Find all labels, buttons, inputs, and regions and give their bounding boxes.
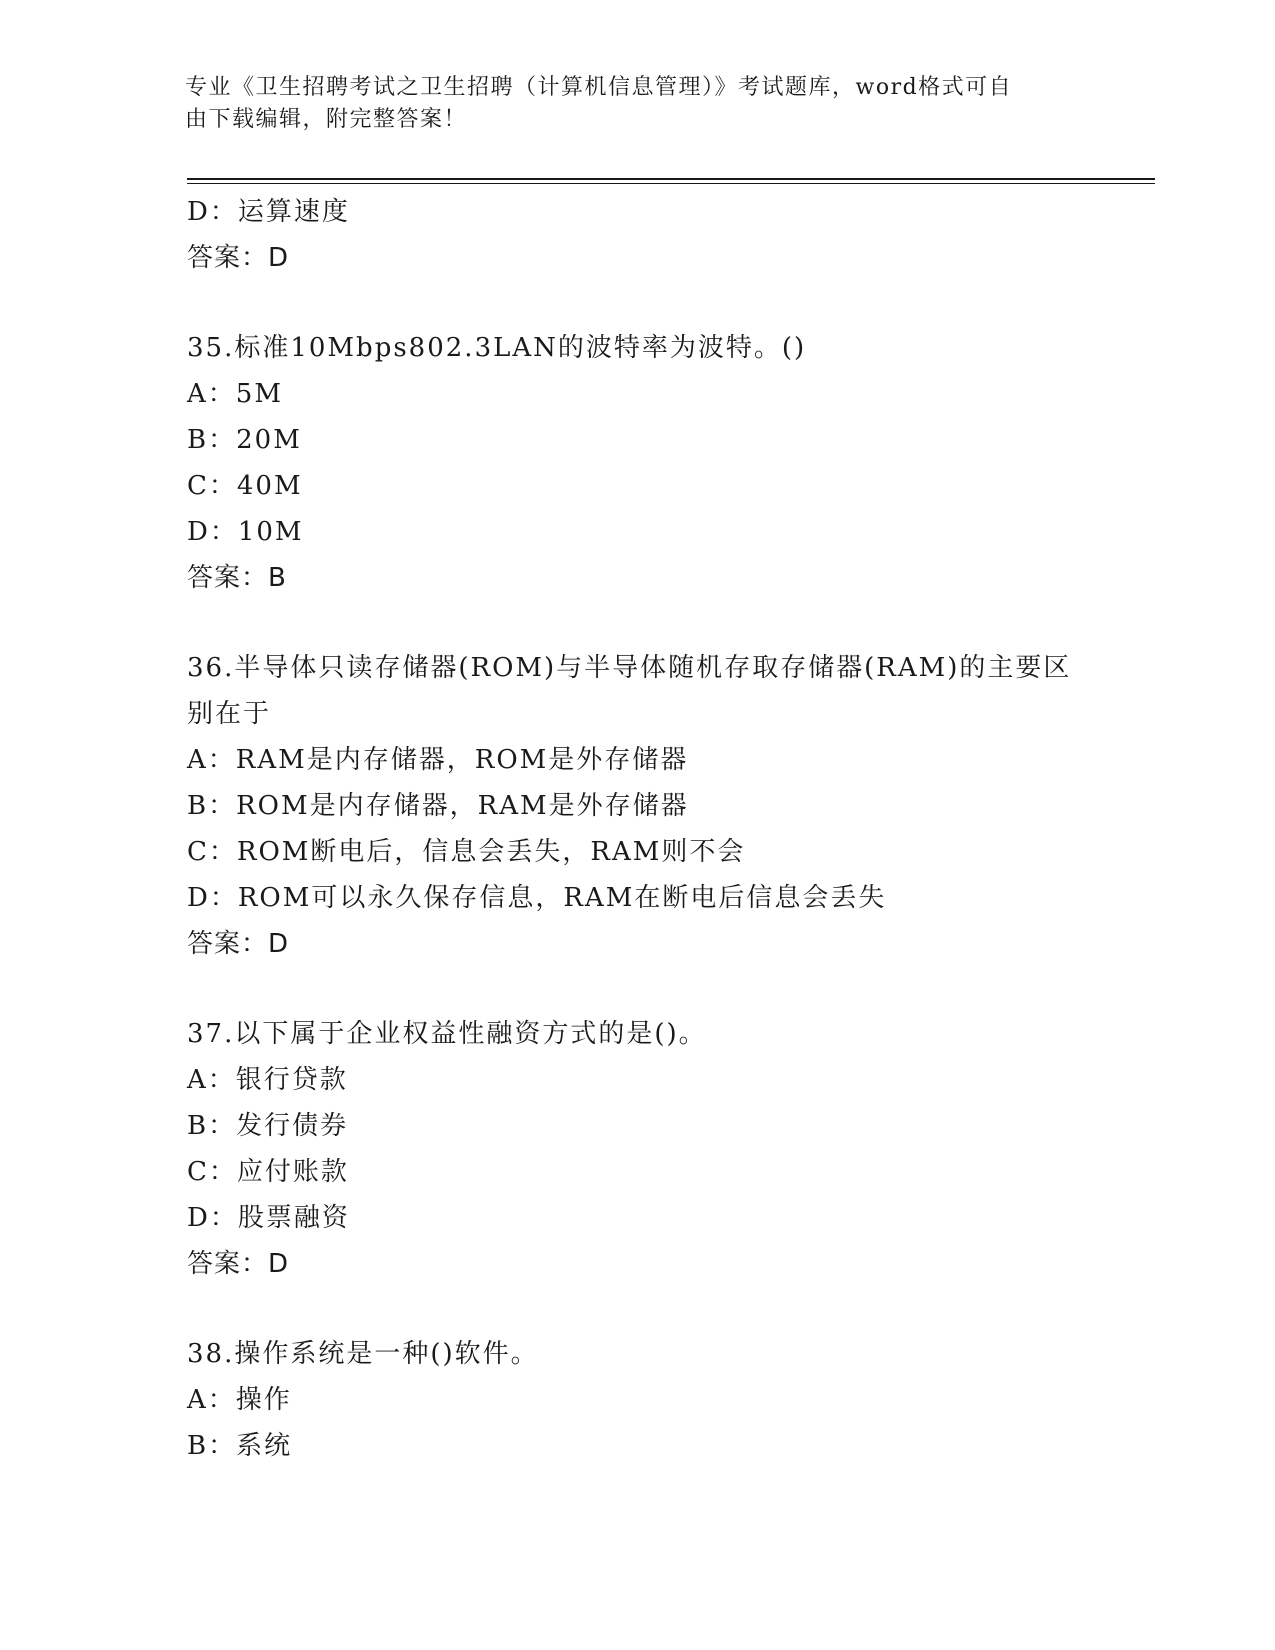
- spacer: [187, 967, 1087, 1011]
- option-a: A：银行贷款: [187, 1065, 348, 1095]
- question-stem: 37.以下属于企业权益性融资方式的是()。: [187, 1019, 707, 1049]
- answer: 答案：D: [187, 929, 290, 959]
- option-d: D：10M: [187, 517, 304, 547]
- header-divider-thick: [187, 178, 1155, 180]
- header-line-1: 专业《卫生招聘考试之卫生招聘（计算机信息管理）》考试题库，word格式可自: [185, 75, 1013, 100]
- question-list: [187, 189, 1087, 1469]
- question-37: [187, 1011, 1087, 1287]
- option-b: B：ROM是内存储器，RAM是外存储器: [187, 791, 689, 821]
- document-header: [185, 72, 1065, 136]
- header-line-2: 由下载编辑，附完整答案！: [185, 107, 468, 132]
- header-divider-thin: [187, 183, 1155, 184]
- spacer: [187, 1287, 1087, 1331]
- option-d: D：ROM可以永久保存信息，RAM在断电后信息会丢失: [187, 883, 887, 913]
- question-35: [187, 325, 1087, 601]
- option-c: C：应付账款: [187, 1157, 349, 1187]
- answer: 答案：B: [187, 563, 287, 593]
- question-38: [187, 1331, 1087, 1469]
- question-stem: 38.操作系统是一种()软件。: [187, 1339, 539, 1369]
- option-a: A：5M: [187, 379, 283, 409]
- option-c: C：ROM断电后，信息会丢失，RAM则不会: [187, 837, 746, 867]
- option-a: A：RAM是内存储器，ROM是外存储器: [187, 745, 689, 775]
- carryover-option-d: D：运算速度: [187, 197, 350, 227]
- question-stem: 36.半导体只读存储器(ROM)与半导体随机存取存储器(RAM)的主要区别在于: [187, 653, 1072, 729]
- option-b: B：20M: [187, 425, 302, 455]
- question-stem: 35.标准10Mbps802.3LAN的波特率为波特。(): [187, 333, 807, 363]
- question-36: [187, 645, 1087, 967]
- option-a: A：操作: [187, 1385, 292, 1415]
- option-b: B：发行债券: [187, 1111, 349, 1141]
- carryover-answer: 答案：D: [187, 243, 290, 273]
- spacer: [187, 601, 1087, 645]
- spacer: [187, 281, 1087, 325]
- answer: 答案：D: [187, 1249, 290, 1279]
- option-d: D：股票融资: [187, 1203, 350, 1233]
- option-c: C：40M: [187, 471, 303, 501]
- option-b: B：系统: [187, 1431, 293, 1461]
